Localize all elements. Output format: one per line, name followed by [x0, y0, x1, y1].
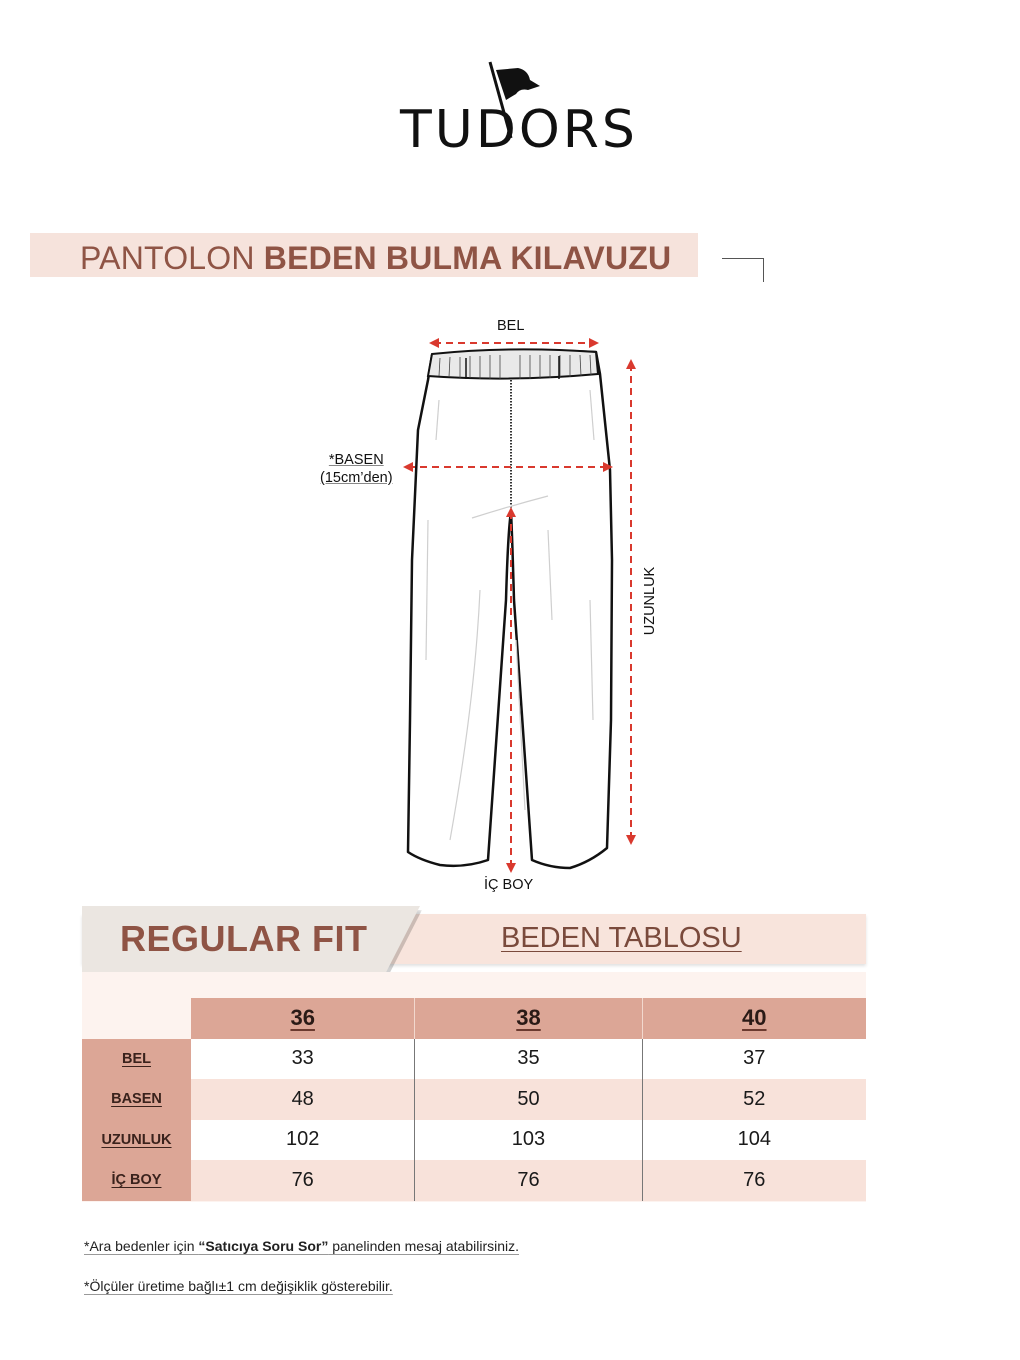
row-label-ic-boy: İÇ BOY: [82, 1160, 191, 1201]
decorative-corner-line: [722, 258, 764, 282]
ask-seller-link-text: “Satıcıya Soru Sor”: [198, 1238, 329, 1254]
row-label-basen: BASEN: [82, 1079, 191, 1120]
note-tolerance: *Ölçüler üretime bağlı±1 cm değişiklik gösterebilir.: [84, 1278, 393, 1294]
brand-name: TUDORS: [400, 100, 638, 160]
table-cell: 103: [415, 1120, 642, 1161]
label-bel: BEL: [497, 318, 525, 334]
table-title: BEDEN TABLOSU: [501, 922, 742, 954]
size-table: [82, 998, 866, 1201]
title-bold: BEDEN BULMA KILAVUZU: [263, 240, 672, 276]
table-row: [82, 1079, 866, 1120]
table-row: [82, 1039, 866, 1080]
table-cell: 52: [642, 1079, 866, 1120]
table-row: [82, 1160, 866, 1201]
label-basen: [320, 451, 393, 487]
table-cell: 76: [191, 1160, 415, 1201]
note-intermediate-sizes: *Ara bedenler için “Satıcıya Soru Sor” panelinden mesaj atabilirsiniz.: [84, 1238, 520, 1254]
table-corner-cell: [82, 998, 191, 1039]
label-uzunluk: UZUNLUK: [642, 566, 658, 636]
size-header-36: 36: [191, 998, 415, 1039]
table-cell: 48: [191, 1079, 415, 1120]
pants-diagram: [300, 300, 700, 900]
table-cell: 102: [191, 1120, 415, 1161]
brand-logo: [400, 60, 638, 160]
label-basen-line1: *BASEN: [328, 452, 384, 468]
size-header-38: 38: [415, 998, 642, 1039]
table-row: [82, 1120, 866, 1161]
size-header-40: 40: [642, 998, 866, 1039]
page-title: [80, 240, 671, 276]
label-ic-boy: İÇ BOY: [484, 877, 534, 893]
row-label-bel: BEL: [82, 1039, 191, 1080]
table-cell: 33: [191, 1039, 415, 1080]
title-light: PANTOLON: [80, 240, 255, 276]
table-header-row: [82, 998, 866, 1039]
table-cell: 50: [415, 1079, 642, 1120]
pants-illustration: [300, 300, 700, 900]
table-cell: 76: [642, 1160, 866, 1201]
fit-label: REGULAR FIT: [120, 918, 368, 959]
table-cell: 76: [415, 1160, 642, 1201]
row-label-uzunluk: UZUNLUK: [82, 1120, 191, 1161]
table-cell: 104: [642, 1120, 866, 1161]
table-cell: 37: [642, 1039, 866, 1080]
label-basen-line2: (15cm’den): [320, 470, 393, 486]
table-cell: 35: [415, 1039, 642, 1080]
